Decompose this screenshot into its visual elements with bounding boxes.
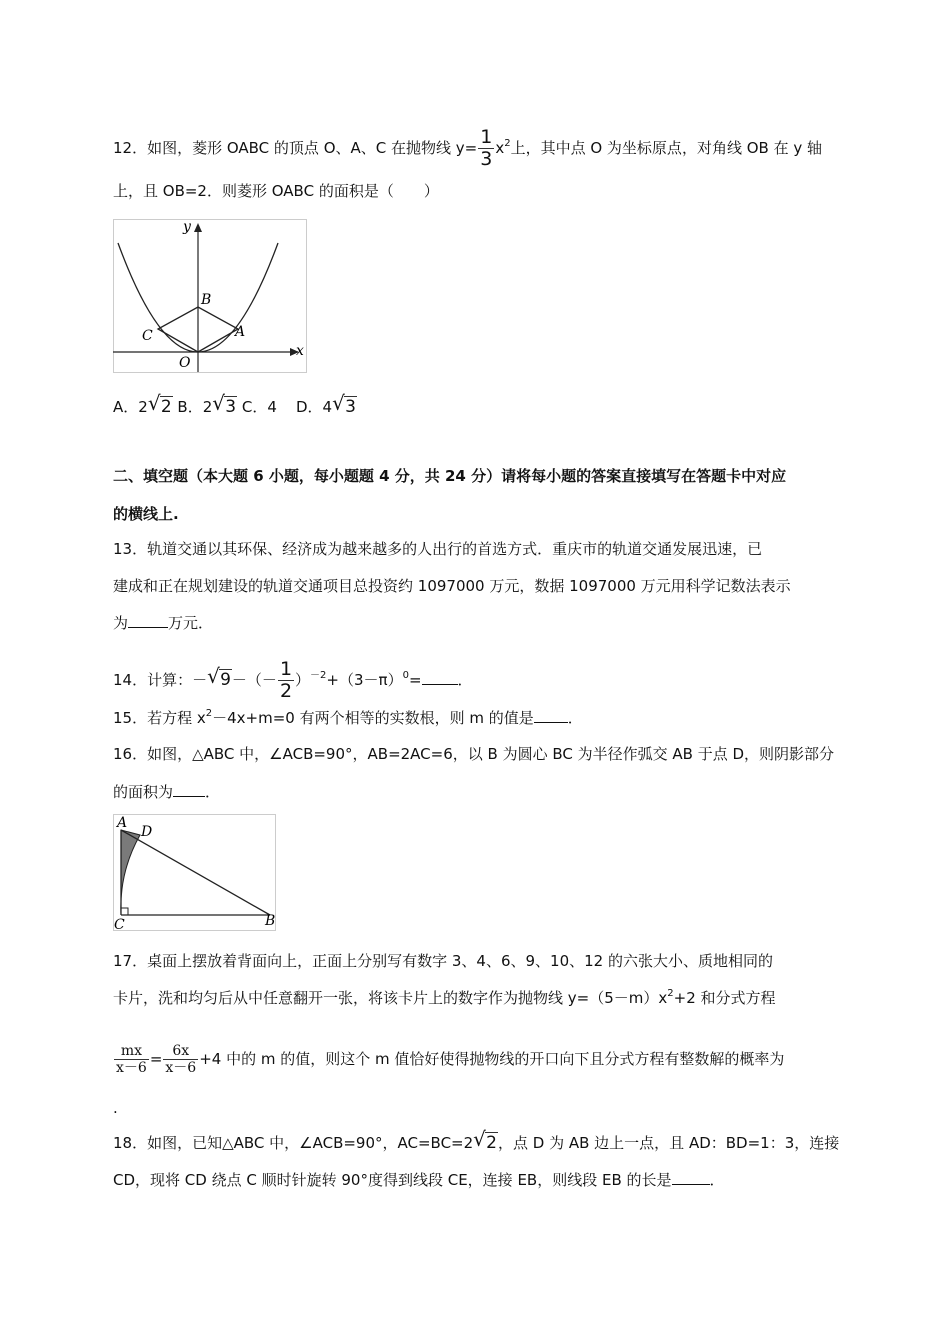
q16-answer-blank <box>173 796 205 797</box>
q12-fraction: $\frac{1}{3}$ <box>480 126 493 170</box>
q16-label-c: C <box>114 917 125 932</box>
q12-label-x: x <box>296 343 304 359</box>
q12-label-o: O <box>179 355 191 371</box>
q12-label-y: y <box>183 219 191 235</box>
q12-option-d: D．4 √ 3 <box>295 391 356 417</box>
q16-label-d: D <box>141 824 153 840</box>
q14-answer-blank <box>422 684 458 685</box>
q12-label-a: A <box>235 324 246 340</box>
q18-line1: 18．如图，已知△ABC 中，∠ACB=90°，AC=BC=2 √ 2，点 D 为 AB 边上一点，且 AD：BD=1：3，连接 <box>113 1127 840 1153</box>
q12-option-a: A．2 √ 2 <box>113 391 172 417</box>
q12-line1: 12．如图，菱形 OABC 的顶点 O、A、C 在抛物线 y= $\frac{1}{3}$ $x^2$上，其中点 O 为坐标原点，对角线 OB 在 y 轴 <box>113 126 822 170</box>
q18-line2: CD，现将 CD 绕点 C 顺时针旋转 90°度得到线段 CE，连接 EB，则线段 EB 的长是 ． <box>113 1171 725 1189</box>
q12-options <box>113 391 357 418</box>
q18-answer-blank <box>672 1184 710 1185</box>
q17-line2: 卡片，洗和均匀后从中任意翻开一张，将该卡片上的数字作为抛物线 $y=(5-m)x^2+2$ 和分式方程 <box>113 988 776 1007</box>
q12-option-c: C．4 <box>241 398 277 416</box>
q12-line2: 上，且 OB=2．则菱形 OABC 的面积是（ ） <box>113 182 439 200</box>
q17-fraction-right: $\frac{6x}{x-6}$ <box>165 1043 197 1076</box>
q12-option-b: B．2 √ 3 <box>177 391 237 417</box>
q14-line: 14．计算：－ √ 9－（－ $\frac{1}{2}$ ）$^{-2}+(3-\pi)^0=$ ． <box>113 658 473 702</box>
q17-line1: 17．桌面上摆放着背面向上，正面上分别写有数字 3、4、6、9、10、12 的六张大小、质地相同的 <box>113 952 773 970</box>
q16-label-a: A <box>117 815 128 831</box>
q16-label-b: B <box>265 913 276 929</box>
q16-line2: 的面积为 ． <box>113 783 221 801</box>
q12-label-b: B <box>201 292 212 308</box>
q12-label-c: C <box>142 328 153 344</box>
q17-line4: . <box>113 1099 118 1117</box>
q17-fraction-left: $\frac{mx}{x-6}$ <box>116 1043 147 1076</box>
q13-answer-blank <box>128 627 168 628</box>
q14-fraction: $\frac{1}{2}$ <box>279 658 293 702</box>
q17-line3: $\frac{mx}{x-6}$ = $\frac{6x}{x-6}$ +4 中的 m 的值，则这个 m 值恰好使得抛物线的开口向下且分式方程有整数解的概率为 <box>116 1043 785 1076</box>
q12-parabola-figure <box>113 219 308 374</box>
q16-triangle-figure <box>113 814 278 932</box>
section2-heading-line1: 二、填空题（本大题 6 小题，每小题题 4 分，共 24 分）请将每小题的答案直接填写在答题卡中对应 <box>113 467 787 485</box>
q16-line1: 16．如图，△ABC 中，∠ACB=90°，AB=2AC=6，以 B 为圆心 BC 为半径作弧交 AB 于点 D，则阴影部分 <box>113 745 835 763</box>
q15-line: 15．若方程 $x^2-4x+m=0$ 有两个相等的实数根，则 m 的值是 ． <box>113 708 583 727</box>
q13-line1: 13．轨道交通以其环保、经济成为越来越多的人出行的首选方式．重庆市的轨道交通发展迅速，已 <box>113 540 763 558</box>
section2-heading-line2: 的横线上. <box>113 505 179 523</box>
q13-line3: 为 万元． <box>113 614 214 632</box>
q15-answer-blank <box>534 722 568 723</box>
q13-line2: 建成和正在规划建设的轨道交通项目总投资约 1097000 万元，数据 1097000 万元用科学记数法表示 <box>113 577 791 595</box>
